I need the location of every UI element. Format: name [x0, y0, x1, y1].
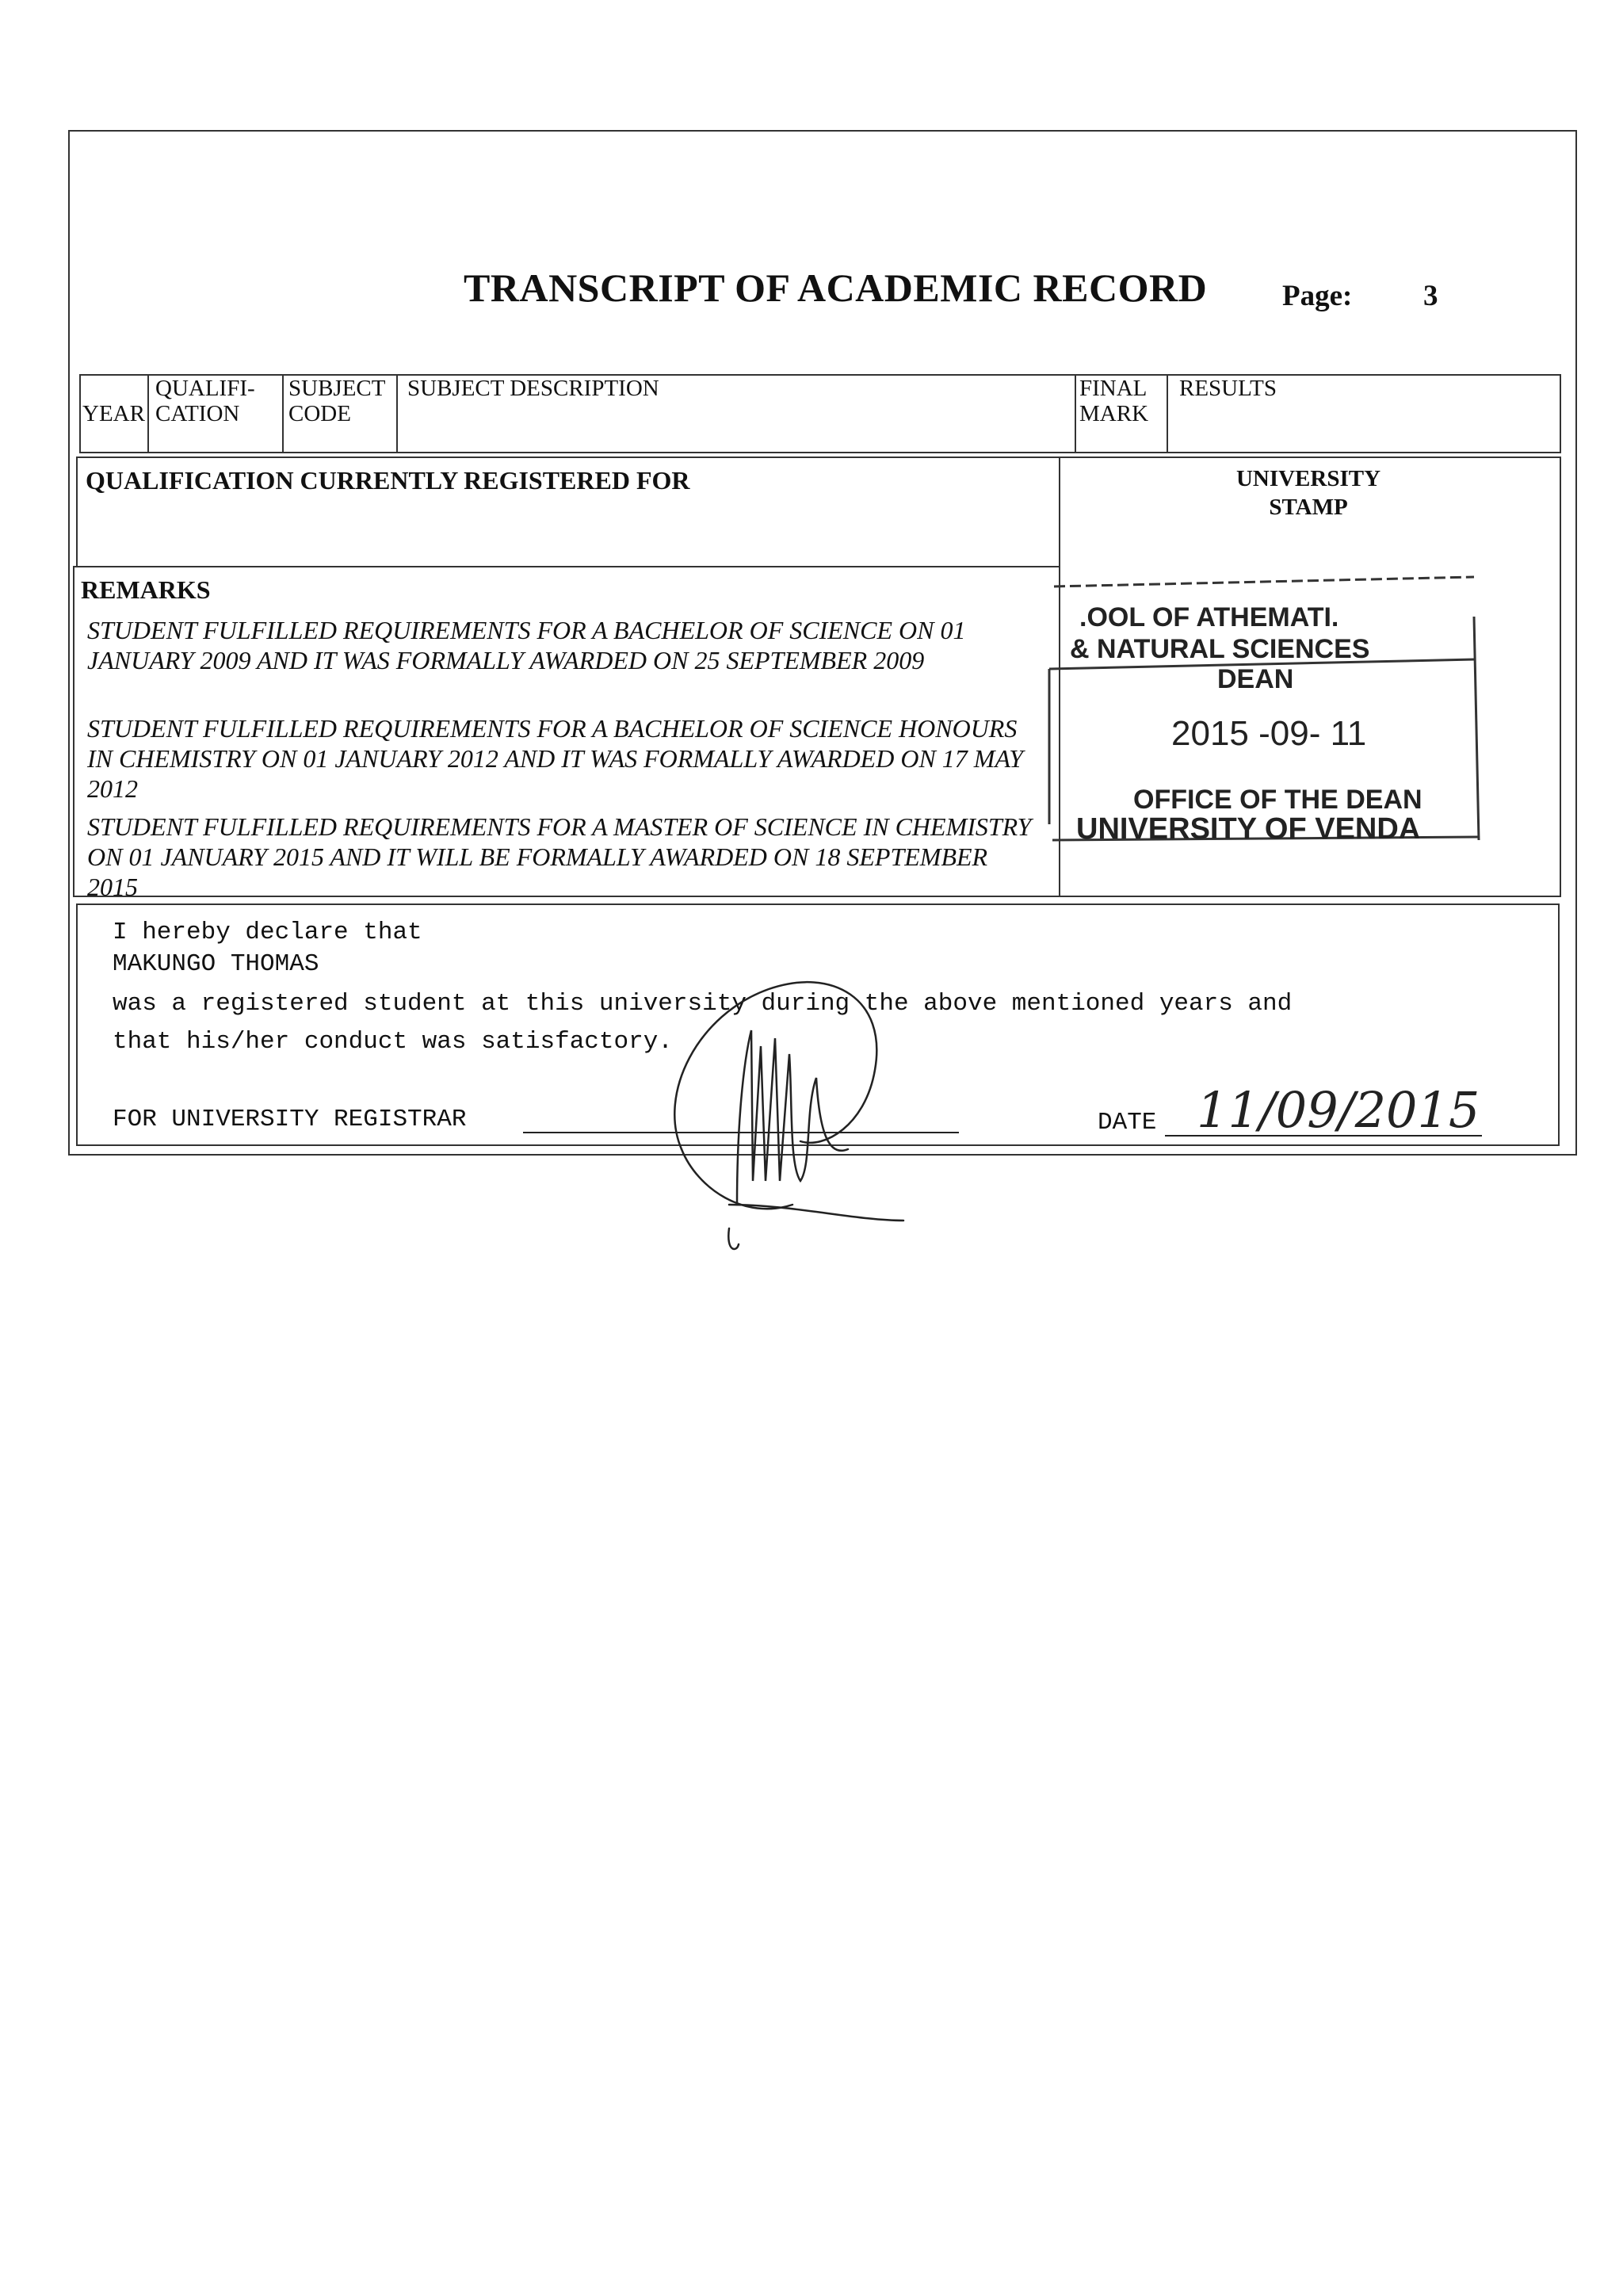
remark-item: STUDENT FULFILLED REQUIREMENTS FOR A BACHELOR OF SCIENCE ON 01 JANUARY 2009 AND IT WAS FORMALLY AWARDED ON 25 SEPTEMBER 2009 [87, 616, 966, 674]
declaration-line-3: was a registered student at this university during the above mentioned years and [113, 990, 1293, 1018]
handwritten-date-text: 11/09/2015 [1197, 1081, 1480, 1139]
remark-item: STUDENT FULFILLED REQUIREMENTS FOR A MASTER OF SCIENCE IN CHEMISTRY ON 01 JANUARY 2015 AND IT WILL BE FORMALLY AWARDED ON 18 SEPTEMBER 2015 [87, 812, 1032, 901]
stamp-line-3: DEAN [1217, 664, 1294, 694]
column-subject-code: SUBJECT CODE [288, 376, 386, 426]
stamp-date: 2015 -09- 11 [1171, 714, 1367, 753]
column-year: YEAR [82, 401, 145, 426]
stamp-line-5: UNIVERSITY OF VENDA [1076, 812, 1421, 846]
column-subject-description: SUBJECT DESCRIPTION [407, 376, 659, 401]
date-label: DATE [1098, 1109, 1157, 1137]
column-header-row [79, 374, 1561, 453]
document-title: TRANSCRIPT OF ACADEMIC RECORD [464, 266, 1208, 310]
registrar-label: FOR UNIVERSITY REGISTRAR [113, 1106, 467, 1133]
column-qualification: QUALIFI- CATION [155, 376, 255, 426]
column-results: RESULTS [1179, 376, 1277, 401]
student-name: MAKUNGO THOMAS [113, 950, 319, 978]
declaration-line-4: that his/her conduct was satisfactory. [113, 1028, 673, 1056]
handwritten-date [1181, 1078, 1577, 1149]
stamp-line-4: OFFICE OF THE DEAN [1133, 785, 1423, 815]
page-label: Page: [1282, 280, 1353, 312]
registrar-signature [650, 967, 935, 1252]
stamp-line-1: .OOL OF ATHEMATI. [1079, 602, 1339, 632]
remark-item: STUDENT FULFILLED REQUIREMENTS FOR A BACHELOR OF SCIENCE HONOURS IN CHEMISTRY ON 01 JANUARY 2012 AND IT WAS FORMALLY AWARDED ON 17 MAY 2012 [87, 714, 1024, 803]
university-stamp-heading: UNIVERSITY STAMP [1235, 466, 1381, 520]
remarks-heading: REMARKS [81, 575, 211, 604]
column-final-mark: FINAL MARK [1079, 376, 1149, 426]
stamp-line-2: & NATURAL SCIENCES [1070, 634, 1370, 664]
page-number: 3 [1423, 280, 1438, 312]
declaration-line-1: I hereby declare that [113, 919, 422, 946]
qualification-registered-heading: QUALIFICATION CURRENTLY REGISTERED FOR [86, 466, 690, 495]
dean-office-stamp [1030, 571, 1506, 888]
